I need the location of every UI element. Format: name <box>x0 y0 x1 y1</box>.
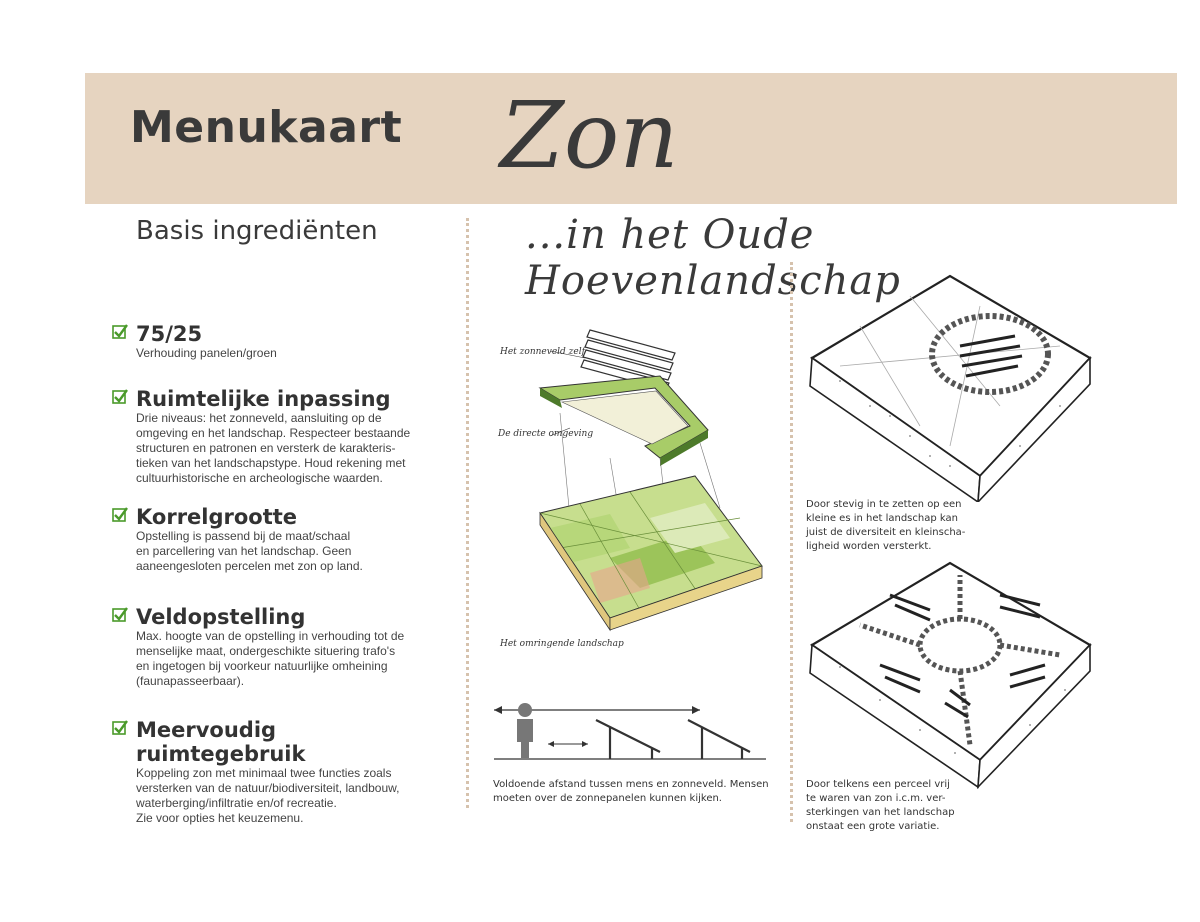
checkbox-checked-icon <box>112 324 128 340</box>
item-title: Veldopstelling <box>136 605 306 629</box>
item-text: Max. hoogte van de opstelling in verhouding tot de menselijke maat, ondergeschikte situering trafo's en ingetogen bij voorkeur natuurlijke omheining (faunapasseerbaar). <box>136 629 405 688</box>
list-item <box>112 505 442 574</box>
landscape-layers-illustration <box>490 318 780 658</box>
caption-block-top: Door stevig in te zetten op een kleine es in het landschap kan juist de diversiteit en kleinscha- ligheid worden versterkt. <box>806 499 966 552</box>
distance-diagram <box>488 696 768 768</box>
list-item <box>112 605 442 689</box>
item-title: Ruimtelijke inpassing <box>136 387 391 411</box>
script-subtitle: ...in het Oude Hoevenlandschap <box>525 212 901 304</box>
diagram-label-bottom: Het omringende landschap <box>500 639 624 649</box>
caption-block-bottom: Door telkens een perceel vrij te waren van zon i.c.m. ver- sterkingen van het landschap onstaat een grote variatie. <box>806 779 955 832</box>
double-arrow-icon <box>548 741 588 747</box>
diagram-label-top: Het zonneveld zelf <box>500 347 585 357</box>
column-divider <box>790 262 793 822</box>
block-sketch-top <box>800 266 1100 502</box>
section-title: Basis ingrediënten <box>136 216 378 246</box>
checkbox-checked-icon <box>112 607 128 623</box>
checkbox-checked-icon <box>112 507 128 523</box>
solar-panel-icon <box>596 720 750 759</box>
person-icon <box>517 703 533 758</box>
list-item <box>112 718 442 826</box>
diagram-label-middle: De directe omgeving <box>498 429 594 439</box>
checkbox-checked-icon <box>112 720 128 736</box>
page-title: Menukaart <box>130 102 403 153</box>
list-item <box>112 387 442 486</box>
item-text: Verhouding panelen/groen <box>136 346 277 360</box>
caption-distance: Voldoende afstand tussen mens en zonneveld. Mensen moeten over de zonnepanelen kunnen kijken. <box>493 779 769 804</box>
list-item <box>112 322 442 361</box>
column-divider <box>466 218 469 808</box>
checkbox-checked-icon <box>112 389 128 405</box>
script-title: Zon <box>500 82 679 189</box>
item-text: Opstelling is passend bij de maat/schaal en parcellering van het landschap. Geen aaneengesloten percelen met zon op land. <box>136 529 363 573</box>
block-sketch-bottom <box>800 555 1100 795</box>
item-title: Korrelgrootte <box>136 505 298 529</box>
item-text: Drie niveaus: het zonneveld, aansluiting op de omgeving en het landschap. Respecteer bestaande structuren en patronen en versterk de karakteris- tieken van het landschapstype. Houd rekening met cultuurhistorische en archeologische waarden. <box>136 411 411 485</box>
item-title: Meervoudig ruimtegebruik <box>136 718 306 766</box>
item-text: Koppeling zon met minimaal twee functies zoals versterken van de natuur/biodiversiteit, landbouw, waterberging/infiltratie en/of recreatie. Zie voor opties het keuzemenu. <box>136 766 400 825</box>
item-title: 75/25 <box>136 322 203 346</box>
